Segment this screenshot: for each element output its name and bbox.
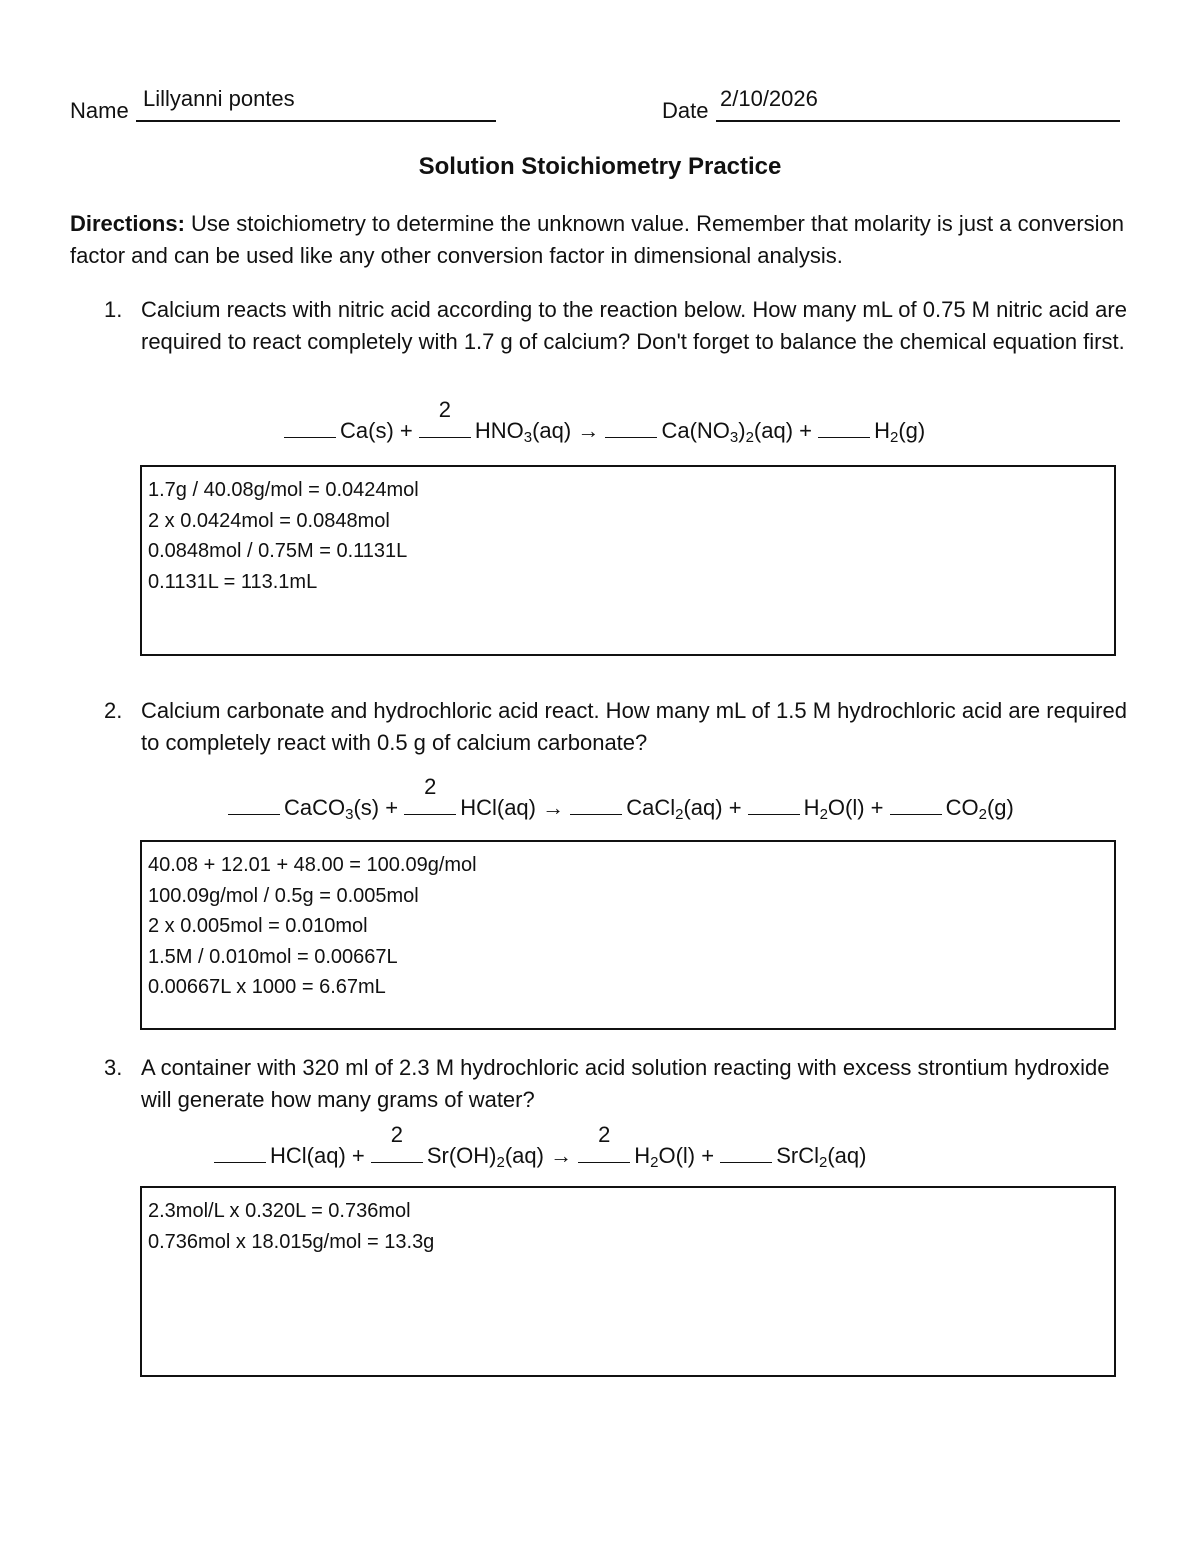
- coefficient-blank[interactable]: [605, 419, 657, 438]
- coefficient-blank[interactable]: [228, 796, 280, 815]
- directions-text: Use stoichiometry to determine the unknown value. Remember that molarity is just a conversion factor and can be used like any other conversion factor in dimensional analysis.: [70, 211, 1125, 268]
- name-label: Name: [70, 98, 129, 123]
- work-line: 100.09g/mol / 0.5g = 0.005mol: [148, 884, 419, 907]
- coefficient-blank[interactable]: 2: [371, 1144, 423, 1163]
- question-number: 3.: [104, 1055, 123, 1080]
- equation-2: CaCO$_3$(s) + 2 HCl(aq) → CaCl$_2$(aq) + $H_2O(l)$ + $CO_2(g)$: [228, 795, 1014, 821]
- question-text: A container with 320 ml of 2.3 M hydrochloric acid solution reacting with excess strontium hydroxide will generate how many grams of water?: [141, 1055, 1110, 1112]
- coefficient-blank[interactable]: [748, 796, 800, 815]
- work-line: 1.7g / 40.08g/mol = 0.0424mol: [148, 479, 419, 501]
- coefficient-blank[interactable]: 2: [578, 1144, 630, 1163]
- work-line: 40.08 + 12.01 + 48.00 = 100.09g/mol: [148, 854, 477, 876]
- work-line: 2 x 0.005mol = 0.010mol: [148, 915, 368, 937]
- name-input[interactable]: Lillyanni pontes: [143, 86, 295, 111]
- answer-box-1[interactable]: [140, 465, 1116, 656]
- question-number: 1.: [104, 297, 123, 322]
- page-title: Solution Stoichiometry Practice: [418, 153, 782, 180]
- equation-3: HCl(aq) + 2 $Sr(OH)_2(aq)$ → 2 $H_2O(l)$ + SrCl$_2$(aq): [214, 1143, 866, 1169]
- work-line: 0.1131L = 113.1mL: [148, 570, 318, 593]
- name-line: [136, 120, 496, 122]
- coefficient-blank[interactable]: [284, 419, 336, 438]
- coefficient-blank[interactable]: [214, 1144, 266, 1163]
- question-text: Calcium reacts with nitric acid according to the reaction below. How many mL of 0.75 M nitric acid are required to react completely with 1.7 g of calcium? Don't forget to balance the chemical equation first.: [141, 297, 1127, 354]
- work-line: 2 x 0.0424mol = 0.0848mol: [148, 509, 390, 532]
- coefficient-blank[interactable]: 2: [404, 796, 456, 815]
- answer-box-2[interactable]: [140, 840, 1116, 1030]
- work-line: 0.00667L x 1000 = 6.67mL: [148, 976, 386, 998]
- work-line: 0.0848mol / 0.75M = 0.1131L: [148, 540, 408, 562]
- coefficient-blank[interactable]: 2: [419, 419, 471, 438]
- question-text: Calcium carbonate and hydrochloric acid react. How many mL of 1.5 M hydrochloric acid are required to completely react with 0.5 g of calcium carbonate?: [141, 698, 1127, 755]
- date-line: [716, 120, 1120, 122]
- work-line: 1.5M / 0.010mol = 0.00667L: [148, 945, 398, 968]
- coefficient-blank[interactable]: [818, 419, 870, 438]
- work-line: 0.736mol x 18.015g/mol = 13.3g: [148, 1230, 435, 1253]
- directions-label: Directions:: [70, 211, 185, 236]
- work-line: 2.3mol/L x 0.320L = 0.736mol: [148, 1200, 411, 1222]
- coefficient-blank[interactable]: [890, 796, 942, 815]
- directions: [70, 208, 1130, 272]
- equation-1: Ca(s) + 2 $HNO_3(aq)$ → $Ca(NO_3)_2(aq)$ + $H_2(g)$: [284, 418, 925, 444]
- answer-box-3[interactable]: [140, 1186, 1116, 1377]
- date-input[interactable]: 2/10/2026: [720, 86, 818, 111]
- question-number: 2.: [104, 698, 123, 723]
- coefficient-blank[interactable]: [720, 1144, 772, 1163]
- date-label: Date: [662, 98, 709, 123]
- coefficient-blank[interactable]: [570, 796, 622, 815]
